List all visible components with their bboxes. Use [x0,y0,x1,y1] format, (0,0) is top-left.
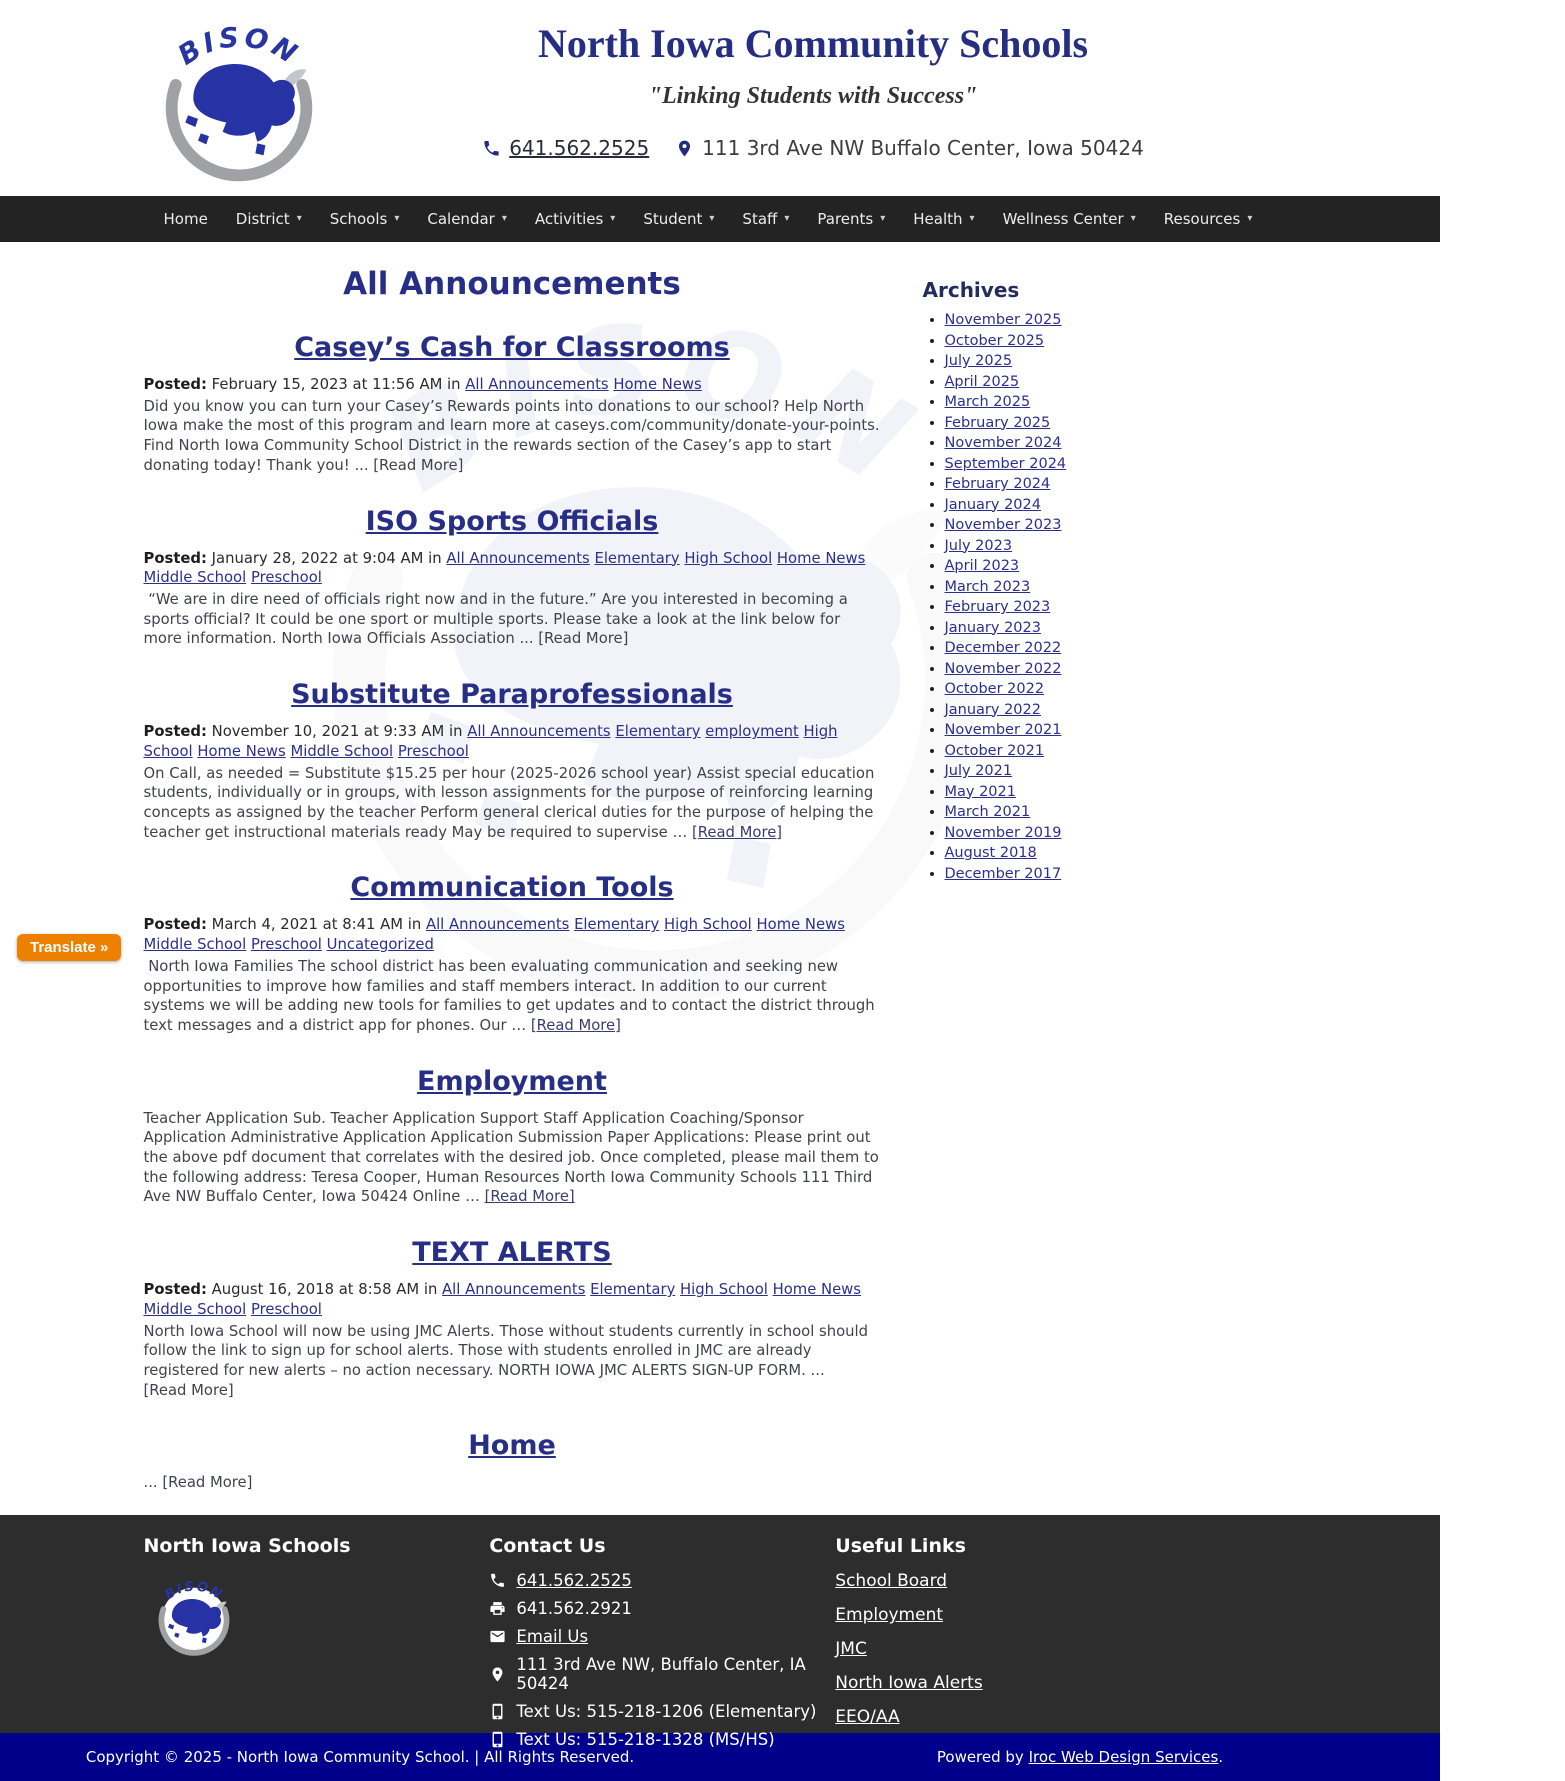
category-link[interactable]: Elementary [590,1281,676,1299]
contact-row [489,1571,835,1590]
sidebar [923,256,1209,1515]
archive-item [945,394,1209,410]
archive-link[interactable]: November 2023 [944,517,1062,533]
category-link[interactable]: Preschool [250,936,322,954]
useful-link-eeo-aa[interactable]: EEO/AA [835,1707,900,1728]
archive-link[interactable]: October 2022 [944,681,1045,697]
post-date: January 28, 2022 at 9:04 AM in [211,549,442,567]
post-meta [144,375,881,395]
useful-link-north-iowa-alerts[interactable]: North Iowa Alerts [835,1673,983,1694]
archive-link[interactable]: March 2025 [944,394,1031,410]
category-link[interactable]: Preschool [250,1300,322,1318]
archive-link[interactable]: August 2018 [944,845,1037,861]
archive-item [945,702,1209,718]
category-link[interactable]: Home News [772,1281,861,1299]
read-more: [Read More] [373,456,464,474]
archive-link[interactable]: October 2021 [944,742,1045,759]
footer-brand [144,1535,490,1758]
category-link[interactable]: High School [680,1281,768,1299]
archive-item [945,620,1209,636]
archive-item [945,456,1209,472]
nav-item-parents[interactable]: Parents ▾ [803,196,899,242]
read-more: [Read More] [538,630,629,648]
header-contact [330,136,1297,160]
contact-text: Text Us: 515-218-1328 (MS/HS) [516,1730,775,1750]
posted-label: Posted: [143,549,207,567]
contact-text: 111 3rd Ave NW, Buffalo Center, IA 50424 [516,1655,806,1694]
nav-item-health[interactable]: Health ▾ [899,196,988,242]
announcement-post [144,332,881,476]
chevron-down-icon: ▾ [1247,213,1253,224]
mobile-icon [489,1703,506,1720]
post-title [144,679,881,710]
nav-item-activities[interactable]: Activities ▾ [521,196,629,242]
archive-link[interactable]: March 2021 [944,804,1031,820]
post-meta [144,915,881,955]
post-excerpt: Did you know you can turn your Casey’s Rewards points into donations to our school? Help North Iowa make the most of this program and learn more at caseys.com/community/donate-your-points. Find North Iowa Community School District in the rewards section of the Casey’s app to start donating today! Thank you! ... [Read More] [143,397,880,474]
site-footer [0,1515,1440,1750]
contact-text [516,1571,631,1590]
category-link[interactable]: Elementary [574,916,660,934]
useful-link-school-board[interactable]: School Board [835,1571,948,1592]
announcement-post [144,872,881,1035]
archive-link[interactable]: November 2025 [944,312,1062,328]
archive-link[interactable]: September 2024 [944,455,1067,472]
post-meta [144,1280,881,1320]
category-link[interactable]: Uncategorized [326,936,434,954]
useful-link-jmc[interactable]: JMC [835,1639,867,1660]
chevron-down-icon: ▾ [610,213,616,224]
post-categories [465,376,702,393]
post-title-link[interactable]: Substitute Paraprofessionals [291,679,733,711]
archive-link[interactable]: October 2025 [944,332,1045,349]
archive-item [945,415,1209,431]
footer-brand-title: North Iowa Schools [143,1535,351,1558]
archives-list [923,312,1209,882]
archive-item [945,497,1209,513]
post-excerpt: On Call, as needed = Substitute $15.25 per hour (2025-2026 school year) Assist special education students, individually or in groups, with lesson assignments for the purpose of reinforcing learning concepts as assigned by the teacher Perform general clerical duties for the purpose of helping the teacher get instructional materials ready May be required to supervise … [Read More] [143,764,875,841]
archive-item [945,743,1209,759]
header-phone-link[interactable]: 641.562.2525 [509,136,650,160]
archive-item [945,353,1209,369]
post-title [144,506,881,537]
archive-link[interactable]: December 2022 [944,640,1062,656]
category-link[interactable]: Middle School [143,1300,247,1318]
chevron-down-icon: ▾ [784,213,790,224]
web-design-link[interactable]: Iroc Web Design Services [1028,1748,1219,1767]
contact-text: 641.562.2921 [516,1599,632,1619]
archive-link[interactable]: May 2021 [944,783,1016,800]
chevron-down-icon: ▾ [709,213,715,224]
category-link[interactable]: employment [705,723,799,741]
category-link[interactable]: High School [143,723,838,760]
archive-link[interactable]: July 2025 [944,353,1013,369]
category-link[interactable]: Home News [613,376,702,393]
category-link[interactable]: Middle School [290,742,394,760]
main-nav [0,196,1440,242]
nav-item-wellness-center[interactable]: Wellness Center ▾ [989,196,1150,242]
category-link[interactable]: High School [684,549,773,567]
posted-label: Posted: [143,723,207,741]
phone-icon [482,139,501,158]
contact-text [516,1627,588,1646]
category-link[interactable]: Home News [776,549,866,567]
archive-item [945,476,1209,492]
announcements-content [144,256,881,1515]
archive-link[interactable]: January 2022 [944,701,1041,718]
footer-links-title: Useful Links [835,1535,966,1558]
category-link[interactable]: All Announcements [425,916,570,934]
contact-link[interactable]: 641.562.2525 [516,1571,632,1591]
post-meta [144,549,881,589]
archive-link[interactable]: November 2019 [944,824,1062,841]
page-title: All Announcements [343,266,681,302]
nav-item-calendar[interactable]: Calendar ▾ [413,196,520,242]
post-title-link[interactable]: Communication Tools [350,872,674,904]
post-title-link[interactable]: TEXT ALERTS [412,1237,612,1269]
chevron-down-icon: ▾ [394,213,400,224]
chevron-down-icon: ▾ [880,213,886,224]
post-title-link[interactable]: Employment [417,1065,607,1097]
post-title-link[interactable]: Casey’s Cash for Classrooms [294,332,730,363]
category-link[interactable]: Middle School [143,936,247,954]
archive-item [945,333,1209,349]
read-more-link[interactable]: [Read More] [691,823,783,841]
category-link[interactable]: Home News [756,916,845,934]
powered-by: Powered by Iroc Web Design Services. [936,1748,1224,1767]
category-link[interactable]: All Announcements [467,723,611,741]
site-tagline: "Linking Students with Success" [648,83,978,109]
archive-link[interactable]: January 2024 [944,496,1041,513]
contact-row [489,1730,835,1749]
archive-item [945,763,1209,779]
archive-item [945,579,1209,595]
post-date: February 15, 2023 at 11:56 AM in [211,376,461,393]
nav-item-schools[interactable]: Schools ▾ [316,196,414,242]
archive-item [945,845,1209,861]
nav-item-home[interactable]: Home [163,210,208,228]
post-title [144,1430,881,1461]
contact-text: Text Us: 515-218-1206 (Elementary) [516,1702,817,1722]
category-link[interactable]: Home News [197,742,286,760]
phone-icon [489,1572,506,1589]
category-link[interactable]: Preschool [397,742,469,760]
posted-label: Posted: [143,916,207,934]
archive-link[interactable]: November 2022 [944,660,1062,677]
map-marker-icon [675,139,694,158]
post-date: August 16, 2018 at 8:58 AM in [211,1281,438,1299]
post-excerpt: Teacher Application Sub. Teacher Application Support Staff Application Coaching/Sponsor Application Administrative Application Application Submission Paper Applications: Please print out the above pdf document that correlates with the desired job. Once completed, please mail them to the following address: Teresa Cooper, Human Resources North Iowa Community Schools 111 Third Ave NW Buffalo Center, Iowa 50424 Online … [Read More] [143,1109,879,1206]
archive-link[interactable]: March 2023 [944,578,1031,595]
archive-item [945,825,1209,841]
chevron-down-icon: ▾ [296,213,302,224]
post-excerpt: North Iowa School will now be using JMC Alerts. Those without students currently in school should follow the link to sign up for school alerts. Those with students enrolled in JMC are already registered for new alerts – no action necessary. NORTH IOWA JMC ALERTS SIGN-UP FORM. ... [Read More] [143,1322,869,1399]
announcement-post [144,1430,881,1493]
envelope-icon [489,1628,506,1645]
nav-list [144,196,1297,242]
nav-item-resources[interactable]: Resources ▾ [1150,196,1267,242]
archive-item [945,517,1209,533]
read-more: [Read More] [162,1474,253,1492]
posts-list [144,332,881,1493]
archive-link[interactable]: January 2023 [944,619,1041,636]
archive-item [945,312,1209,328]
post-excerpt: “We are in dire need of officials right now and in the future.” Are you interested in becoming a sports official? It could be one sport or multiple sports. Please take a look at the link below for more information. North Iowa Officials Association ... [Read More] [143,591,848,648]
contact-row [489,1702,835,1721]
archive-link[interactable]: February 2024 [944,476,1051,492]
contact-link[interactable]: Email Us [516,1627,589,1647]
nav-item-district[interactable]: District ▾ [222,196,316,242]
chevron-down-icon: ▾ [969,213,975,224]
post-date: March 4, 2021 at 8:41 AM in [211,916,422,934]
archive-link[interactable]: July 2021 [944,763,1013,779]
contact-row [489,1655,835,1693]
archive-item [945,784,1209,800]
announcement-post [144,679,881,842]
bison-logo [148,6,330,188]
contact-row [489,1599,835,1618]
nav-item-staff[interactable]: Staff ▾ [728,196,803,242]
archive-link[interactable]: February 2023 [944,599,1051,615]
site-header [0,0,1440,196]
archive-item [945,558,1209,574]
post-title [144,332,881,363]
archive-item [945,866,1209,882]
chevron-down-icon: ▾ [1130,213,1136,224]
announcement-post [144,506,881,650]
useful-link-employment[interactable]: Employment [835,1605,944,1626]
header-address: 111 3rd Ave NW Buffalo Center, Iowa 50424 [702,136,1144,160]
archive-item [945,661,1209,677]
category-link[interactable]: Middle School [143,569,247,587]
footer-links [835,1535,1296,1758]
contact-row [489,1627,835,1646]
post-meta [144,722,881,762]
archive-link[interactable]: February 2025 [944,414,1051,431]
category-link[interactable]: All Announcements [442,1281,586,1299]
translate-button[interactable]: Translate » [17,934,121,961]
fax-icon [489,1600,506,1617]
post-excerpt: ... [Read More] [143,1474,253,1492]
archive-item [945,722,1209,738]
archive-item [945,804,1209,820]
map-marker-icon [489,1666,506,1683]
archive-link[interactable]: April 2023 [944,558,1020,574]
posted-label: Posted: [143,1281,207,1299]
archives-title: Archives [922,278,1020,302]
mobile-icon [489,1731,506,1748]
archive-item [945,599,1209,615]
post-title-link[interactable]: Home [468,1430,556,1462]
copyright-text: Copyright © 2025 - North Iowa Community School. | All Rights Reserved. [85,1748,635,1767]
category-link[interactable]: Elementary [615,723,701,741]
post-title [144,1066,881,1097]
archive-item [945,640,1209,656]
post-title [144,1237,881,1268]
nav-item-student[interactable]: Student ▾ [629,196,728,242]
site-title: North Iowa Community Schools [537,21,1089,66]
archive-link[interactable]: July 2023 [944,537,1013,554]
category-link[interactable]: All Announcements [446,549,590,567]
read-more-link[interactable]: [Read More] [484,1188,575,1206]
archive-link[interactable]: November 2021 [944,722,1062,738]
posted-label: Posted: [143,376,207,393]
archive-link[interactable]: December 2017 [944,865,1062,882]
category-link[interactable]: Preschool [250,569,322,587]
bison-logo-footer [150,1571,238,1659]
post-title [144,872,881,903]
read-more-link[interactable]: [Read More] [530,1017,621,1035]
archive-link[interactable]: November 2024 [944,435,1062,451]
archive-item [945,374,1209,390]
read-more: [Read More] [143,1381,234,1399]
announcement-post [144,1066,881,1207]
category-link[interactable]: Elementary [594,549,680,567]
post-excerpt: North Iowa Families The school district has been evaluating communication and seeking new opportunities to improve how families and staff members interact. In addition to our current systems we will be adding new tools for families to get updates and to contact the district through text messages and a district app for phones. Our … [Read More] [143,958,875,1035]
archive-item [945,681,1209,697]
chevron-down-icon: ▾ [501,213,507,224]
post-title-link[interactable]: ISO Sports Officials [365,505,659,537]
archive-link[interactable]: April 2025 [944,373,1020,390]
footer-contact-title: Contact Us [489,1535,606,1558]
archive-item [945,435,1209,451]
category-link[interactable]: High School [663,916,752,934]
main-area [0,242,1440,1515]
footer-contact [489,1535,835,1758]
category-link[interactable]: All Announcements [465,376,609,393]
archive-item [945,538,1209,554]
post-date: November 10, 2021 at 9:33 AM in [211,723,463,741]
announcement-post [144,1237,881,1400]
